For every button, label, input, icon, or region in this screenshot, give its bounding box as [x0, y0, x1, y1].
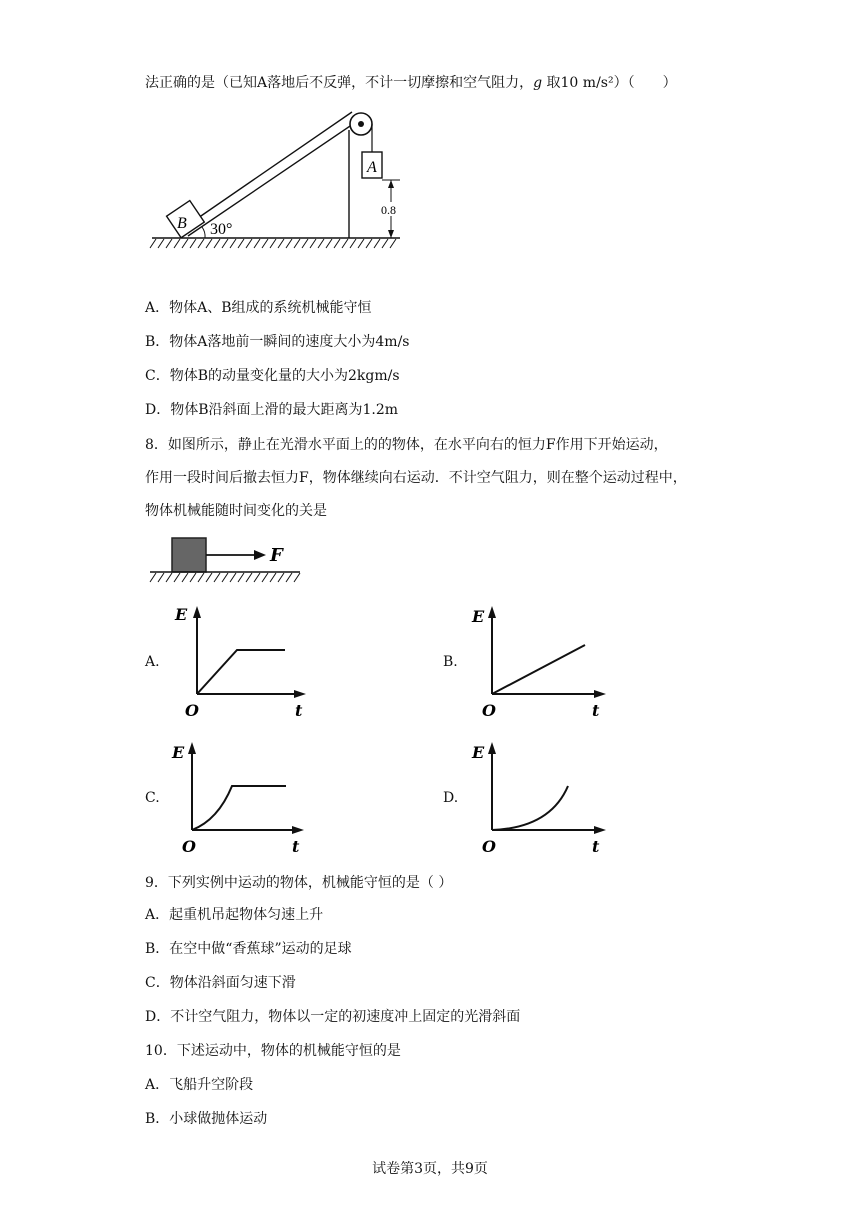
- q7-stem-g-value: 取10 m/s²）（ ）: [542, 75, 677, 91]
- q8-graph-a-curve: [197, 650, 285, 694]
- q8-stem-line-3: 物体机械能随时间变化的关是: [145, 503, 327, 519]
- q8-graph-c: [170, 740, 315, 858]
- q7-stem-text: 法正确的是（已知A落地后不反弹，不计一切摩擦和空气阻力，: [145, 75, 534, 91]
- q8-stem-line-1: 8．如图所示，静止在光滑水平面上的的物体，在水平向右的恒力F作用下开始运动，: [145, 437, 668, 453]
- page-footer: 试卷第3页，共9页: [372, 1161, 488, 1177]
- q8-graph-a-origin: O: [185, 701, 199, 720]
- q8-force-figure: [148, 536, 308, 596]
- q7-option-c: C．物体B的动量变化量的大小为2kgm/s: [145, 368, 400, 384]
- q8-graph-b-y-label: E: [472, 607, 485, 626]
- q8-graph-d: [470, 740, 615, 858]
- q8-graph-b-origin: O: [482, 701, 496, 720]
- q8-graph-a: [175, 604, 315, 722]
- q8-graph-b: [470, 604, 615, 722]
- q9-option-d: D．不计空气阻力，物体以一定的初速度冲上固定的光滑斜面: [145, 1009, 521, 1025]
- q8-graph-c-x-label: t: [292, 837, 300, 856]
- q7-incline-figure: [150, 108, 410, 253]
- q9-option-b: B．在空中做“香蕉球”运动的足球: [145, 941, 352, 957]
- block-a-label: A: [367, 159, 377, 176]
- q8-graph-c-curve: [192, 786, 286, 830]
- q7-option-b: B．物体A落地前一瞬间的速度大小为4m/s: [145, 334, 410, 350]
- q8-graph-d-y-label: E: [472, 743, 485, 762]
- force-label: F: [270, 545, 283, 566]
- q8-graph-c-origin: O: [182, 837, 196, 856]
- q9-stem: 9．下列实例中运动的物体，机械能守恒的是（ ）: [145, 875, 453, 891]
- q8-graph-a-x-label: t: [295, 701, 303, 720]
- q8-graph-a-y-label: E: [175, 605, 188, 624]
- g-symbol: g: [533, 75, 543, 91]
- q7-stem: [145, 74, 677, 92]
- q10-option-a: A．飞船升空阶段: [145, 1077, 254, 1093]
- q8-graph-b-x-label: t: [592, 701, 600, 720]
- q8-stem-line-2: 作用一段时间后撤去恒力F，物体继续向右运动．不计空气阻力，则在整个运动过程中，: [145, 470, 687, 486]
- q7-option-a: A．物体A、B组成的系统机械能守恒: [145, 300, 372, 316]
- angle-label: 30°: [210, 221, 233, 238]
- q9-option-c: C．物体沿斜面匀速下滑: [145, 975, 296, 991]
- q7-option-d: D．物体B沿斜面上滑的最大距离为1.2m: [145, 402, 399, 418]
- q8-graph-d-origin: O: [482, 837, 496, 856]
- q8-choice-a-label: A.: [145, 654, 160, 670]
- q10-stem: 10．下述运动中，物体的机械能守恒的是: [145, 1043, 401, 1059]
- q8-block: [172, 538, 206, 572]
- q8-graph-b-curve: [492, 645, 585, 694]
- q8-graph-d-curve: [492, 786, 568, 830]
- q10-option-b: B．小球做抛体运动: [145, 1111, 268, 1127]
- q9-option-a: A．起重机吊起物体匀速上升: [145, 907, 324, 923]
- q8-choice-d-label: D.: [443, 790, 459, 806]
- q8-graph-d-x-label: t: [592, 837, 600, 856]
- q8-choice-b-label: B.: [443, 654, 458, 670]
- height-label: 0.8: [381, 203, 396, 217]
- block-b-label: B: [177, 215, 187, 232]
- q8-graph-c-y-label: E: [172, 743, 185, 762]
- q8-choice-c-label: C.: [145, 790, 160, 806]
